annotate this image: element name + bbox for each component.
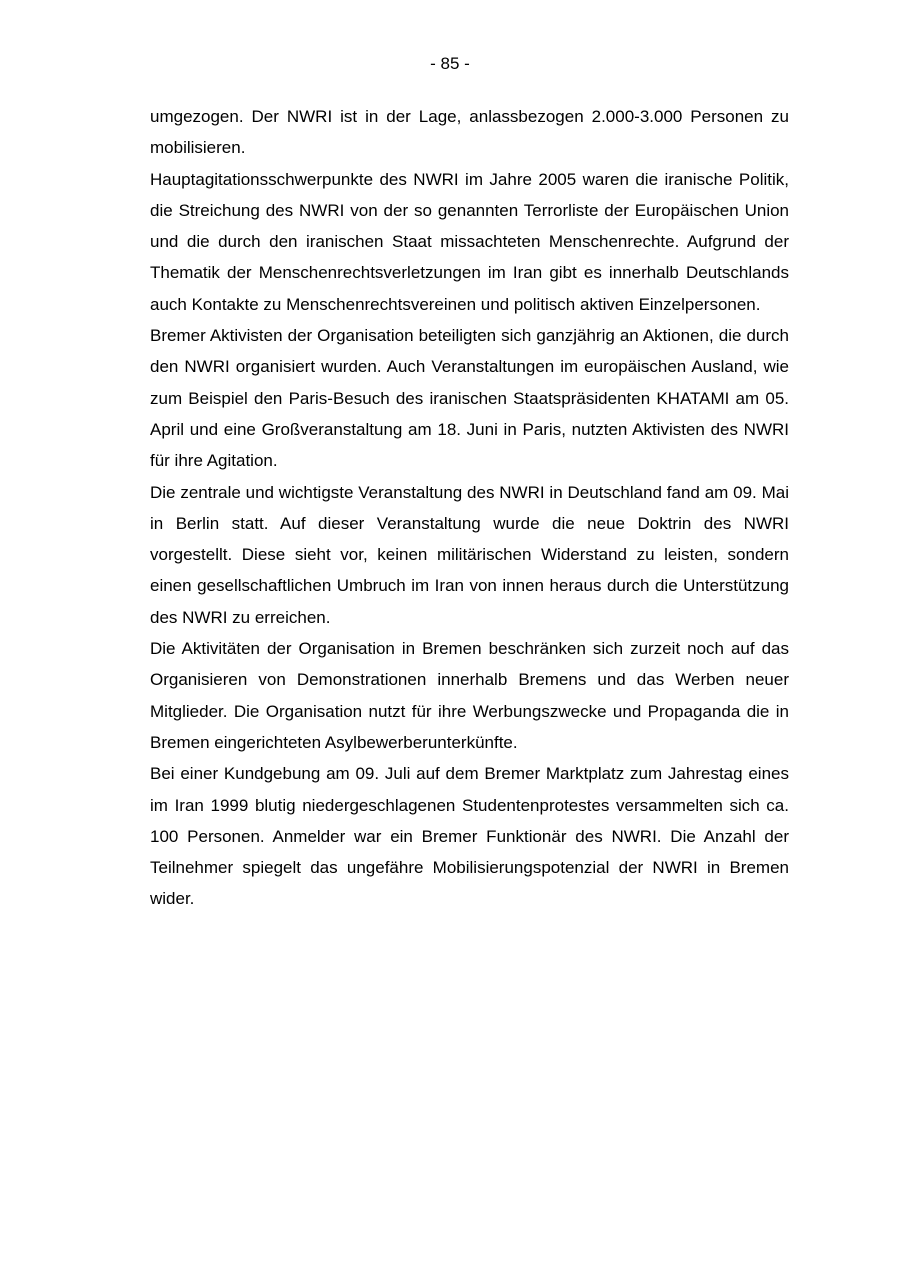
paragraph-mobilization: umgezogen. Der NWRI ist in der Lage, anlassbezogen 2.000-3.000 Personen zu mobilisieren. — [150, 107, 789, 158]
paragraph-bremen-activities: Die Aktivitäten der Organisation in Bremen beschränken sich zurzeit noch auf das Organisieren von Demonstrationen innerhalb Bremens und das Werben neuer Mitglieder. Die Organisation nutzt für ihre Werbungszwecke und Propaganda die in Bremen eingerichteten Asylbewerberunterkünfte. — [150, 639, 789, 752]
paragraph-agitation-focus: Hauptagitationsschwerpunkte des NWRI im Jahre 2005 waren die iranische Politik, die Streichung des NWRI von der so genannten Terrorliste der Europäischen Union und die durch den iranischen Staat missachteten Menschenrechte. Aufgrund der Thematik der Menschenrechtsverletzungen im Iran gibt es innerhalb Deutschlands auch Kontakte zu Menschenrechtsvereinen und politisch aktiven Einzelpersonen. — [150, 169, 789, 314]
paragraph-berlin-event: Die zentrale und wichtigste Veranstaltung des NWRI in Deutschland fand am 09. Mai in Berlin statt. Auf dieser Veranstaltung wurde die neue Doktrin des NWRI vorgestellt. Diese sieht vor, keinen militärischen Widerstand zu leisten, sondern einen gesellschaftlichen Umbruch im Iran von innen heraus durch die Unterstützung des NWRI zu erreichen. — [150, 482, 789, 627]
page-number: - 85 - — [430, 54, 470, 73]
body-text — [150, 101, 789, 915]
paragraph-rally: Bei einer Kundgebung am 09. Juli auf dem Bremer Marktplatz zum Jahrestag eines im Iran 1999 blutig niedergeschlagenen Studentenprotestes versammelten sich ca. 100 Personen. Anmelder war ein Bremer Funktionär des NWRI. Die Anzahl der Teilnehmer spiegelt das ungefähre Mobilisierungspotenzial der NWRI in Bremen wider. — [150, 764, 789, 909]
paragraph-bremen-activists: Bremer Aktivisten der Organisation beteiligten sich ganzjährig an Aktionen, die durch den NWRI organisiert wurden. Auch Veranstaltungen im europäischen Ausland, wie zum Beispiel den Paris-Besuch des iranischen Staatspräsidenten KHATAMI am 05. April und eine Großveranstaltung am 18. Juni in Paris, nutzten Aktivisten des NWRI für ihre Agitation. — [150, 326, 789, 471]
